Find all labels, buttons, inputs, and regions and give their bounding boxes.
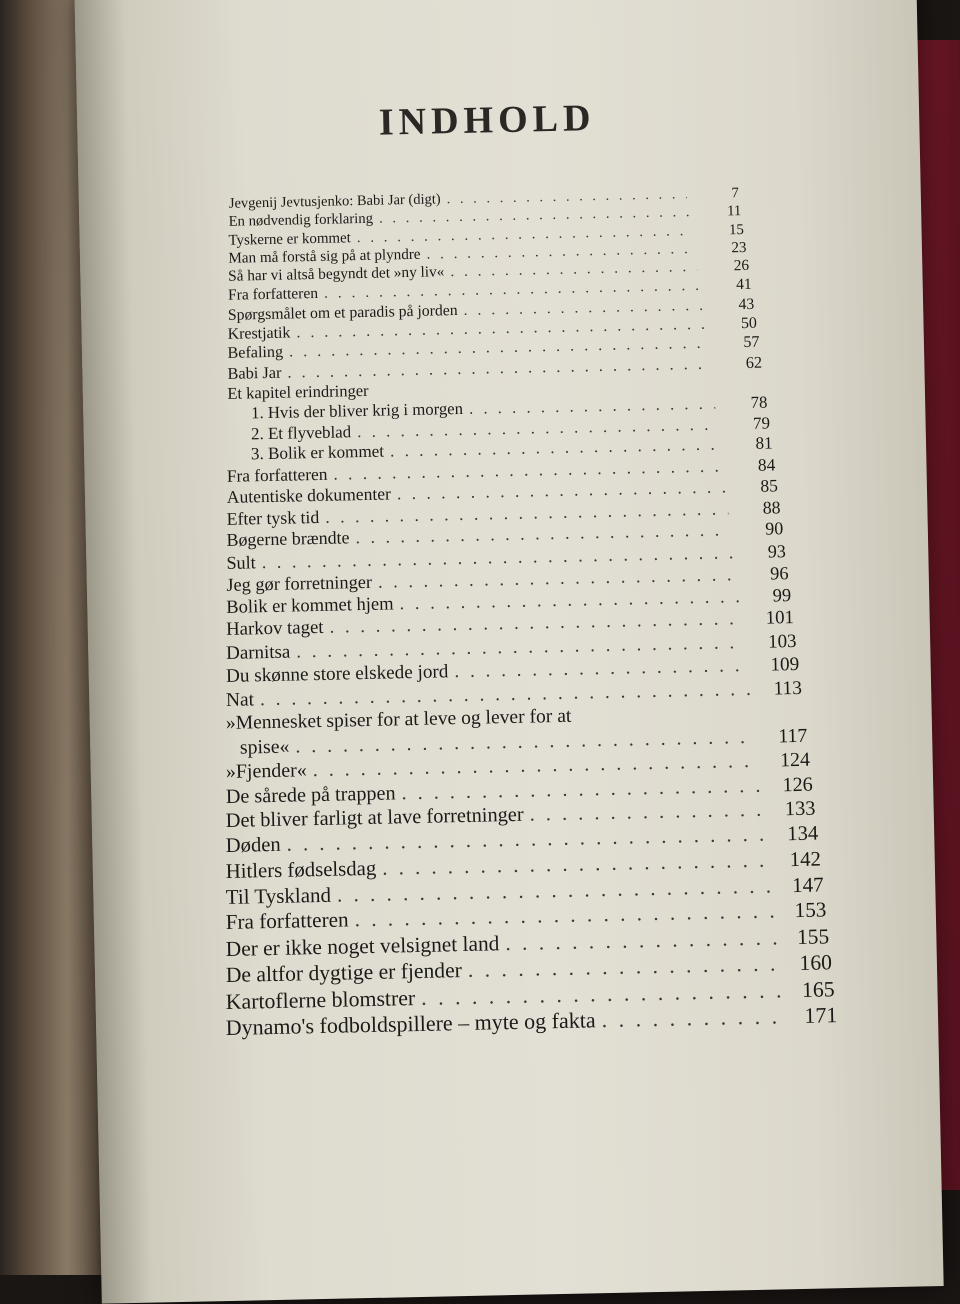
toc-entry-page: 85	[760, 475, 779, 497]
toc-entry-page	[719, 388, 765, 389]
toc-entry-title: Fra forfatteren	[225, 907, 349, 935]
toc-entry-page: 84	[757, 455, 776, 475]
toc-entry-page: 124	[779, 749, 811, 772]
toc-entry-page: 171	[804, 1002, 838, 1029]
toc-entry-title: Babi Jar	[227, 362, 282, 383]
toc-entry-title: Tyskerne er kommet	[228, 229, 351, 249]
toc-entry-page: 160	[799, 950, 833, 976]
toc-entry-page: 15	[728, 221, 745, 238]
toc-entry-title: Et kapitel erindringer	[227, 380, 369, 403]
toc-entry-page: 126	[782, 773, 813, 797]
toc-entry-page: 101	[765, 607, 795, 630]
toc-entry-title: Krestjatik	[227, 324, 291, 343]
toc-entry-page: 153	[794, 897, 827, 923]
toc-entry-page: 23	[731, 239, 747, 257]
toc-entry-title: Man må forstå sig på at plyndre	[228, 246, 421, 267]
toc-entry-title: Sult	[226, 552, 256, 574]
toc-entry-page: 96	[769, 563, 789, 584]
toc-entry-title: Det bliver farligt at lave forretninger	[225, 804, 524, 833]
toc-entry-title: 3. Bolik er kommet	[250, 441, 385, 464]
toc-entry-title: Jeg gør forretninger	[226, 572, 373, 596]
toc-entry-title: Befaling	[227, 344, 284, 363]
toc-entry-page: 7	[731, 185, 739, 202]
toc-entry-page: 62	[745, 352, 763, 373]
toc-entry-page: 78	[750, 392, 768, 413]
book-page	[74, 0, 943, 1304]
toc-entry-page: 142	[789, 847, 822, 872]
toc-entry-title: Du skønne store elskede jord	[225, 661, 449, 688]
toc-entry-page: 147	[791, 872, 824, 897]
toc-entry-title: Der er ikke noget velsignet land	[225, 931, 500, 962]
toc-entry-page: 113	[773, 677, 803, 700]
toc-entry-page: 117	[778, 725, 808, 748]
toc-entry-title: Dynamo's fodboldspillere – myte og fakta	[225, 1007, 596, 1041]
table-of-contents	[207, 92, 838, 1042]
toc-list	[209, 184, 838, 1042]
toc-entry-page: 90	[765, 518, 784, 540]
toc-entry-title: »Fjender«	[225, 759, 307, 784]
toc-entry-title: Bøgerne brændte	[226, 527, 350, 551]
toc-entry-page: 88	[762, 497, 781, 518]
toc-entry-page: 79	[752, 413, 771, 433]
page-title: INDHOLD	[378, 97, 596, 144]
toc-entry-title: Efter tysk tid	[226, 506, 320, 529]
toc-entry-title: De altfor dygtige er fjender	[225, 958, 463, 988]
toc-entry-page: 93	[767, 541, 787, 562]
toc-entry-title: Harkov taget	[225, 617, 324, 641]
toc-entry-title: Bolik er kommet hjem	[226, 593, 394, 618]
toc-entry-page: 57	[743, 334, 760, 352]
toc-entry-title: 1. Hvis der bliver krig i morgen	[250, 399, 464, 423]
toc-leader-dots	[577, 718, 752, 722]
toc-entry-page: 26	[733, 257, 750, 275]
toc-entry-page: 81	[755, 433, 773, 454]
toc-entry-page: 109	[770, 654, 800, 676]
toc-entry-title: De sårede på trappen	[225, 782, 396, 808]
toc-entry-title: Fra forfatteren	[226, 464, 328, 487]
toc-entry-title: Darnitsa	[225, 641, 291, 665]
toc-entry-page: 43	[738, 295, 755, 313]
toc-entry-title: En nødvendig forklaring	[228, 210, 374, 230]
toc-leader-dots	[601, 1004, 785, 1035]
toc-entry-title: 2. Et flyveblad	[250, 421, 352, 443]
toc-entry-page: 155	[796, 924, 830, 950]
toc-entry-page: 165	[801, 976, 835, 1002]
toc-entry-page: 134	[787, 822, 819, 846]
toc-entry-title: Fra forfatteren	[227, 284, 319, 304]
toc-entry-page: 11	[726, 202, 742, 220]
toc-entry-page	[759, 717, 805, 718]
toc-entry-title: Spørgsmålet om et paradis på jorden	[227, 301, 458, 324]
toc-entry-page: 133	[784, 798, 816, 821]
toc-entry-page: 41	[735, 275, 752, 294]
toc-entry-title: Til Tyskland	[225, 882, 332, 909]
toc-entry-title: Så har vi altså begyndt det »ny liv«	[227, 263, 445, 286]
toc-entry-page: 103	[767, 631, 797, 653]
toc-entry-title: Nat	[225, 689, 255, 711]
toc-entry-title: Døden	[225, 834, 281, 858]
toc-entry-page: 50	[740, 314, 758, 333]
toc-entry-title: Autentiske dokumenter	[226, 483, 392, 508]
toc-entry-title: Kartoflerne blomstrer	[225, 985, 416, 1014]
toc-entry-page: 99	[772, 584, 792, 607]
toc-entry-title: Hitlers fødselsdag	[225, 857, 377, 884]
toc-entry-title: spise«	[239, 735, 290, 760]
toc-entry-title: Jevgenij Jevtusjenko: Babi Jar (digt)	[228, 191, 441, 212]
toc-entry-title: »Mennesket spiser for at leve og lever for at	[225, 706, 572, 735]
